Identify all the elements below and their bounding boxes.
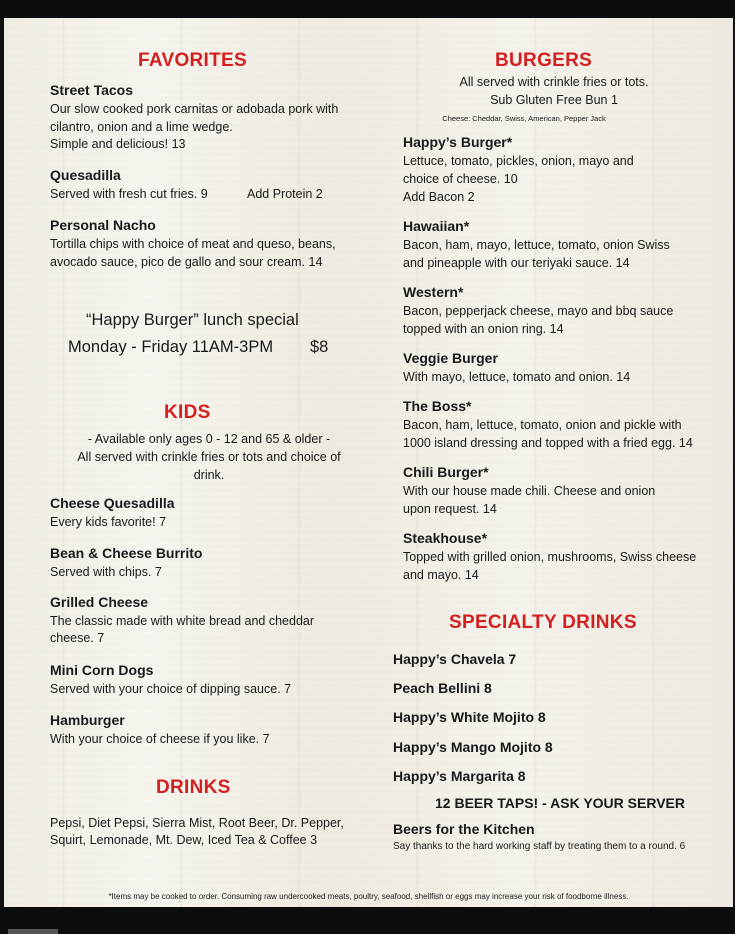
specialty-drink: Happy’s Margarita 8	[393, 768, 526, 784]
kids-item-name: Cheese Quesadilla	[50, 495, 175, 511]
specialty-drink: Peach Bellini 8	[393, 680, 492, 696]
kids-note-2: All served with crinkle fries or tots and choice of	[77, 450, 341, 464]
quesadilla-addon: Add Protein 2	[247, 187, 323, 201]
burger-desc-2: and mayo. 14	[403, 568, 479, 582]
kids-item-name: Hamburger	[50, 712, 125, 728]
burger-desc-2: and pineapple with our teriyaki sauce. 14	[403, 256, 630, 270]
quesadilla-desc: Served with fresh cut fries. 9	[50, 187, 208, 201]
burger-desc-1: Lettuce, tomato, pickles, onion, mayo and	[403, 154, 634, 168]
kids-item-desc: The classic made with white bread and cheddar	[50, 614, 315, 628]
specialty-drink: Happy’s Chavela 7	[393, 651, 517, 667]
drinks-list-2: Squirt, Lemonade, Mt. Dew, Iced Tea & Coffee 3	[50, 833, 318, 847]
burgers-note-1: All served with crinkle fries or tots.	[459, 75, 649, 89]
burger-name: Hawaiian*	[403, 218, 470, 234]
burger-desc-1: Topped with grilled onion, mushrooms, Swiss cheese	[403, 550, 697, 564]
kids-item-desc: Every kids favorite! 7	[50, 515, 167, 529]
burgers-heading: BURGERS	[495, 50, 593, 71]
personal-nacho-name: Personal Nacho	[50, 217, 156, 233]
beers-for-kitchen-name: Beers for the Kitchen	[393, 821, 535, 837]
burgers-note-2: Sub Gluten Free Bun 1	[490, 93, 618, 107]
burger-name: Chili Burger*	[403, 464, 489, 480]
drinks-heading: DRINKS	[156, 777, 231, 798]
kids-item-name: Grilled Cheese	[50, 594, 149, 610]
quesadilla-name: Quesadilla	[50, 167, 121, 183]
burger-desc-2: topped with an onion ring. 14	[403, 322, 564, 336]
burger-desc-1: Bacon, ham, mayo, lettuce, tomato, onion Swiss	[403, 238, 670, 252]
burger-desc-2: upon request. 14	[403, 502, 497, 516]
burger-name: The Boss*	[403, 398, 472, 414]
beer-taps-note: 12 BEER TAPS! - ASK YOUR SERVER	[435, 795, 685, 811]
street-tacos-desc-2: cilantro, onion and a lime wedge.	[50, 120, 233, 134]
kids-item-desc: Served with chips. 7	[50, 565, 162, 579]
lunch-special-days: Monday - Friday 11AM-3PM	[68, 338, 274, 356]
kids-item-desc: Served with your choice of dipping sauce. 7	[50, 682, 292, 696]
specialty-drinks-heading: SPECIALTY DRINKS	[449, 612, 637, 633]
burger-desc-1: Bacon, ham, lettuce, tomato, onion and pickle with	[403, 418, 682, 432]
street-tacos-desc-3: Simple and delicious! 13	[50, 137, 186, 151]
bottom-tab	[8, 929, 58, 934]
burger-desc-1: With our house made chili. Cheese and onion	[403, 484, 656, 498]
personal-nacho-desc-2: avocado sauce, pico de gallo and sour cream. 14	[50, 255, 323, 269]
foodborne-illness-notice: *Items may be cooked to order. Consuming raw undercooked meats, poultry, seafood, shellfish or eggs may increase your risk of foodborne illness.	[108, 892, 629, 901]
favorites-heading: FAVORITES	[138, 50, 247, 71]
burger-name: Western*	[403, 284, 464, 300]
drinks-list-1: Pepsi, Diet Pepsi, Sierra Mist, Root Beer, Dr. Pepper,	[50, 816, 344, 830]
burger-name: Happy’s Burger*	[403, 134, 513, 150]
top-border	[0, 0, 735, 18]
personal-nacho-desc-1: Tortilla chips with choice of meat and queso, beans,	[50, 237, 336, 251]
kids-note-3: drink.	[193, 468, 225, 482]
beers-for-kitchen-desc: Say thanks to the hard working staff by treating them to a round. 6	[393, 841, 686, 852]
kids-item-name: Bean & Cheese Burrito	[50, 545, 203, 561]
street-tacos-name: Street Tacos	[50, 82, 133, 98]
kids-note-1: - Available only ages 0 - 12 and 65 & older -	[87, 432, 331, 446]
burger-desc-2: 1000 island dressing and topped with a fried egg. 14	[403, 436, 693, 450]
burger-desc-1: Bacon, pepperjack cheese, mayo and bbq sauce	[403, 304, 674, 318]
kids-item-name: Mini Corn Dogs	[50, 662, 154, 678]
bottom-border	[0, 907, 735, 934]
street-tacos-desc-1: Our slow cooked pork carnitas or adobada pork with	[50, 102, 339, 116]
burger-name: Steakhouse*	[403, 530, 488, 546]
burger-desc-1: With mayo, lettuce, tomato and onion. 14	[403, 370, 631, 384]
burger-desc-2: choice of cheese. 10	[403, 172, 518, 186]
lunch-special-title: “Happy Burger” lunch special	[86, 311, 299, 329]
menu-page	[4, 18, 733, 907]
kids-heading: KIDS	[164, 402, 211, 423]
specialty-drink: Happy’s White Mojito 8	[393, 709, 546, 725]
lunch-special-price: $8	[310, 338, 329, 356]
kids-item-desc: With your choice of cheese if you like. 7	[50, 732, 270, 746]
burger-name: Veggie Burger	[403, 350, 498, 366]
specialty-drink: Happy’s Mango Mojito 8	[393, 739, 553, 755]
kids-item-desc-2: cheese. 7	[50, 631, 105, 645]
cheese-options: Cheese: Cheddar, Swiss, American, Pepper Jack	[442, 114, 606, 123]
burger-desc-3: Add Bacon 2	[403, 190, 475, 204]
